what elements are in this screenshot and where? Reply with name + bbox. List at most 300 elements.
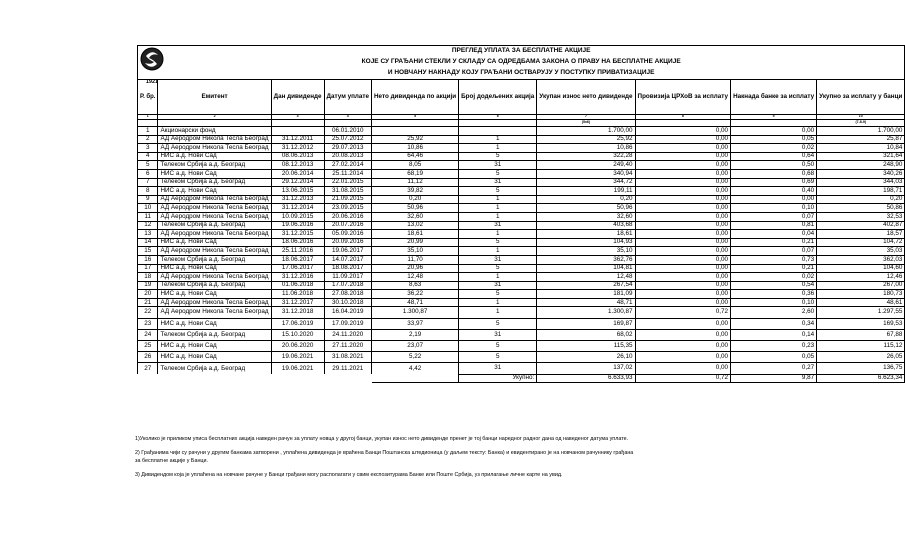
- row-number: 23: [138, 318, 158, 329]
- crhov-fee: 0,00: [635, 341, 731, 352]
- total-amount: 68,02: [537, 329, 635, 340]
- payout-amount: 12,46: [817, 273, 905, 282]
- net-dividend: 68,19: [372, 169, 459, 178]
- payout-amount: 267,00: [817, 281, 905, 290]
- net-dividend: 5,22: [372, 352, 459, 363]
- dividend-day: 08.06.2013: [271, 152, 324, 161]
- totals-row: [138, 374, 905, 383]
- net-dividend: 32,60: [372, 212, 459, 221]
- issuer-name: НИС а.д. Нови Сад: [158, 152, 271, 161]
- row-number: 20: [138, 290, 158, 299]
- payout-amount: 362,03: [817, 255, 905, 264]
- table-row: [138, 363, 905, 374]
- payment-date: 20.06.2016: [324, 212, 371, 221]
- net-dividend: 20,99: [372, 238, 459, 247]
- table-row: [138, 144, 905, 153]
- total-amount: 12,48: [537, 273, 635, 282]
- share-count: 31: [459, 221, 537, 230]
- table-row: [138, 264, 905, 273]
- header-cell: Датум уплате: [324, 80, 371, 115]
- table-row: [138, 341, 905, 352]
- bank-fee: 0,05: [731, 352, 817, 363]
- net-dividend: 12,48: [372, 273, 459, 282]
- total-amount: 115,35: [537, 341, 635, 352]
- dividend-day: 18.06.2017: [271, 255, 324, 264]
- bank-fee: 0,07: [731, 247, 817, 256]
- payment-date: 31.08.2015: [324, 187, 371, 196]
- crhov-fee: 0,00: [635, 195, 731, 204]
- net-dividend: 8,63: [372, 281, 459, 290]
- bank-fee: 0,36: [731, 290, 817, 299]
- row-number: 11: [138, 212, 158, 221]
- footnote: 3) Дивидендом која је уплаћена на новчане рачуне у Банци грађани могу располагати у свим експозитурама Банке или Поште Србија, уз прилагање личне карте на увид.: [135, 472, 563, 479]
- issuer-name: АД Аеродром Никола Тесла Београд: [158, 247, 271, 256]
- header-row: [138, 80, 905, 115]
- total-amount: 249,40: [537, 161, 635, 170]
- payment-date: 20.09.2016: [324, 238, 371, 247]
- table-row: [138, 204, 905, 213]
- row-number: 26: [138, 352, 158, 363]
- issuer-name: АД Аеродром Никола Тесла Београд: [158, 307, 271, 318]
- table-row: [138, 298, 905, 307]
- payment-date: 16.04.2019: [324, 307, 371, 318]
- payment-date: 25.07.2012: [324, 135, 371, 144]
- issuer-name: Телеком Србија а.д. Београд: [158, 178, 271, 187]
- column-number: 9: [731, 115, 817, 120]
- net-dividend: 23,07: [372, 341, 459, 352]
- crhov-fee: 0,00: [635, 161, 731, 170]
- payout-amount: 1.297,55: [817, 307, 905, 318]
- share-count: 31: [459, 255, 537, 264]
- net-dividend: [372, 127, 459, 136]
- payment-date: 29.07.2013: [324, 144, 371, 153]
- table-row: [138, 161, 905, 170]
- column-number: 2: [158, 115, 271, 120]
- crhov-fee: 0,00: [635, 247, 731, 256]
- payment-date: 20.08.2013: [324, 152, 371, 161]
- net-dividend: 20,96: [372, 264, 459, 273]
- payout-amount: 136,75: [817, 363, 905, 374]
- header-cell: Дан дивиденде: [271, 80, 324, 115]
- row-number: 1: [138, 127, 158, 136]
- footnotes: [135, 435, 640, 485]
- table-row: [138, 195, 905, 204]
- share-count: 5: [459, 152, 537, 161]
- payment-date: 27.11.2020: [324, 341, 371, 352]
- row-number: 8: [138, 187, 158, 196]
- column-number: 8: [635, 115, 731, 120]
- total-amount: 137,02: [537, 363, 635, 374]
- table-row: [138, 178, 905, 187]
- total-amount: 0,20: [537, 195, 635, 204]
- table-row: [138, 273, 905, 282]
- issuer-name: АД Аеродром Никола Тесла Београд: [158, 298, 271, 307]
- crhov-fee: 0,00: [635, 135, 731, 144]
- total-amount: 48,71: [537, 298, 635, 307]
- crhov-fee: 0,00: [635, 352, 731, 363]
- payout-amount: 104,72: [817, 238, 905, 247]
- row-number: 5: [138, 161, 158, 170]
- bank-fee: 0,07: [731, 212, 817, 221]
- payout-amount: 180,73: [817, 290, 905, 299]
- dividend-day: 19.06.2016: [271, 221, 324, 230]
- share-count: 5: [459, 169, 537, 178]
- net-dividend: 18,61: [372, 230, 459, 239]
- issuer-name: Телеком Србија а.д. Београд: [158, 161, 271, 170]
- bank-fee: 0,23: [731, 341, 817, 352]
- row-number: 18: [138, 273, 158, 282]
- payout-amount: 35,03: [817, 247, 905, 256]
- payment-date: 23.09.2015: [324, 204, 371, 213]
- bank-fee: 2,60: [731, 307, 817, 318]
- payout-amount: 104,60: [817, 264, 905, 273]
- dividend-day: 31.12.2017: [271, 298, 324, 307]
- payment-date: 29.11.2021: [324, 363, 371, 374]
- dividend-day: 19.06.2021: [271, 363, 324, 374]
- issuer-name: Телеком Србија а.д. Београд: [158, 221, 271, 230]
- table-row: [138, 169, 905, 178]
- share-count: 31: [459, 281, 537, 290]
- crhov-fee: 0,00: [635, 152, 731, 161]
- header-cell: Р. бр.: [138, 80, 158, 115]
- payout-amount: 198,71: [817, 187, 905, 196]
- row-number: 16: [138, 255, 158, 264]
- dividend-day: 25.11.2016: [271, 247, 324, 256]
- bank-fee: 0,54: [731, 281, 817, 290]
- issuer-name: АД Аеродром Никола Тесла Београд: [158, 212, 271, 221]
- dividend-report-table: [137, 45, 905, 383]
- payout-amount: 32,53: [817, 212, 905, 221]
- bank-fee: 0,21: [731, 238, 817, 247]
- bank-fee: 0,00: [731, 195, 817, 204]
- table-row: [138, 127, 905, 136]
- table-row: [138, 329, 905, 340]
- table-row: [138, 318, 905, 329]
- crhov-fee: 0,00: [635, 290, 731, 299]
- bank-fee: 0,10: [731, 298, 817, 307]
- logo-year: 1921: [145, 79, 159, 85]
- payment-date: 21.09.2015: [324, 195, 371, 204]
- payout-amount: 25,87: [817, 135, 905, 144]
- crhov-fee: 0,00: [635, 169, 731, 178]
- issuer-name: Телеком Србија а.д. Београд: [158, 255, 271, 264]
- net-dividend: 8,05: [372, 161, 459, 170]
- column-number: 5: [372, 115, 459, 120]
- dividend-day: 31.12.2015: [271, 230, 324, 239]
- unit-label: (7-8-9): [817, 120, 905, 127]
- total-amount: 181,09: [537, 290, 635, 299]
- row-number: 3: [138, 144, 158, 153]
- payout-amount: 340,26: [817, 169, 905, 178]
- totals-label: Укупно:: [459, 374, 537, 383]
- payout-amount: 402,87: [817, 221, 905, 230]
- crhov-fee: 0,00: [635, 204, 731, 213]
- dividend-day: 31.12.2011: [271, 135, 324, 144]
- net-dividend: 11,70: [372, 255, 459, 264]
- share-count: 1: [459, 230, 537, 239]
- payment-date: 31.08.2021: [324, 352, 371, 363]
- issuer-name: НИС а.д. Нови Сад: [158, 238, 271, 247]
- net-dividend: 4,42: [372, 363, 459, 374]
- crhov-fee: 0,00: [635, 238, 731, 247]
- payment-date: 27.02.2014: [324, 161, 371, 170]
- share-count: 1: [459, 247, 537, 256]
- crhov-fee: 0,00: [635, 127, 731, 136]
- total-amount: 267,54: [537, 281, 635, 290]
- row-number: 6: [138, 169, 158, 178]
- crhov-fee: 0,00: [635, 273, 731, 282]
- share-count: 5: [459, 290, 537, 299]
- bank-fee: 0,00: [731, 127, 817, 136]
- share-count: 31: [459, 329, 537, 340]
- bank-fee: 0,73: [731, 255, 817, 264]
- share-count: 5: [459, 264, 537, 273]
- payment-date: 17.09.2019: [324, 318, 371, 329]
- payout-amount: 1.700,00: [817, 127, 905, 136]
- crhov-fee: 0,00: [635, 281, 731, 290]
- payment-date: 14.07.2017: [324, 255, 371, 264]
- net-dividend: 35,10: [372, 247, 459, 256]
- share-count: 31: [459, 178, 537, 187]
- row-number: 7: [138, 178, 158, 187]
- row-number: 13: [138, 230, 158, 239]
- payment-date: 30.10.2018: [324, 298, 371, 307]
- row-number: 17: [138, 264, 158, 273]
- issuer-name: АД Аеродром Никола Тесла Београд: [158, 144, 271, 153]
- dividend-day: 31.12.2016: [271, 273, 324, 282]
- payout-amount: 50,86: [817, 204, 905, 213]
- dividend-day: 11.06.2018: [271, 290, 324, 299]
- dividend-day: 20.06.2014: [271, 169, 324, 178]
- row-number: 22: [138, 307, 158, 318]
- row-number: 24: [138, 329, 158, 340]
- column-number: 3: [271, 115, 324, 120]
- bank-fee: 0,27: [731, 363, 817, 374]
- dividend-day: 31.12.2013: [271, 195, 324, 204]
- payout-amount: 0,20: [817, 195, 905, 204]
- table-row: [138, 221, 905, 230]
- issuer-name: АД Аеродром Никола Тесла Београд: [158, 230, 271, 239]
- total-amount: 344,72: [537, 178, 635, 187]
- issuer-name: НИС а.д. Нови Сад: [158, 264, 271, 273]
- issuer-name: Телеком Србија а.д. Београд: [158, 329, 271, 340]
- table-row: [138, 281, 905, 290]
- dividend-day: 08.12.2013: [271, 161, 324, 170]
- payout-amount: 321,64: [817, 152, 905, 161]
- row-number: 21: [138, 298, 158, 307]
- dividend-day: 17.06.2019: [271, 318, 324, 329]
- net-dividend: 33,97: [372, 318, 459, 329]
- bank-fee: 0,04: [731, 230, 817, 239]
- crhov-fee: 0,00: [635, 264, 731, 273]
- dividend-day: 19.06.2021: [271, 352, 324, 363]
- table-row: [138, 247, 905, 256]
- total-amount: 10,86: [537, 144, 635, 153]
- share-count: 5: [459, 318, 537, 329]
- total-amount: 35,10: [537, 247, 635, 256]
- column-number: 7: [537, 115, 635, 120]
- payment-date: 11.09.2017: [324, 273, 371, 282]
- issuer-name: НИС а.д. Нови Сад: [158, 169, 271, 178]
- net-dividend: 0,20: [372, 195, 459, 204]
- bank-fee: 0,64: [731, 152, 817, 161]
- row-number: 9: [138, 195, 158, 204]
- payment-date: 24.11.2020: [324, 329, 371, 340]
- bank-fee: 0,50: [731, 161, 817, 170]
- issuer-name: НИС а.д. Нови Сад: [158, 341, 271, 352]
- payment-date: 20.07.2016: [324, 221, 371, 230]
- total-amount: 104,93: [537, 238, 635, 247]
- bank-fee: 0,21: [731, 264, 817, 273]
- crhov-fee: 0,00: [635, 318, 731, 329]
- table-row: [138, 152, 905, 161]
- crhov-fee: 0,00: [635, 187, 731, 196]
- issuer-name: НИС а.д. Нови Сад: [158, 318, 271, 329]
- column-number: 10: [817, 115, 905, 120]
- header-cell: Накнада банке за исплату: [731, 80, 817, 115]
- payout-amount: 48,61: [817, 298, 905, 307]
- payment-date: 27.08.2018: [324, 290, 371, 299]
- row-number: 14: [138, 238, 158, 247]
- net-dividend: 1.300,87: [372, 307, 459, 318]
- share-count: 31: [459, 363, 537, 374]
- row-number: 19: [138, 281, 158, 290]
- issuer-name: Акционарски фонд: [158, 127, 271, 136]
- net-dividend: 10,86: [372, 144, 459, 153]
- crhov-fee: 0,00: [635, 230, 731, 239]
- payout-amount: 344,03: [817, 178, 905, 187]
- crhov-fee: 0,00: [635, 298, 731, 307]
- table-row: [138, 212, 905, 221]
- dividend-day: 15.10.2020: [271, 329, 324, 340]
- issuer-name: АД Аеродром Никола Тесла Београд: [158, 273, 271, 282]
- totals-total: 6.633,93: [537, 374, 635, 383]
- crhov-fee: 0,00: [635, 212, 731, 221]
- share-count: 31: [459, 161, 537, 170]
- total-amount: 362,76: [537, 255, 635, 264]
- row-number: 25: [138, 341, 158, 352]
- unit-row: [138, 120, 905, 127]
- total-amount: 322,28: [537, 152, 635, 161]
- share-count: 1: [459, 135, 537, 144]
- total-amount: 199,11: [537, 187, 635, 196]
- net-dividend: 50,96: [372, 204, 459, 213]
- net-dividend: 2,19: [372, 329, 459, 340]
- crhov-fee: 0,00: [635, 255, 731, 264]
- dividend-day: 20.06.2020: [271, 341, 324, 352]
- dividend-day: 31.12.2018: [271, 307, 324, 318]
- bank-fee: 0,81: [731, 221, 817, 230]
- crhov-fee: 0,00: [635, 363, 731, 374]
- issuer-name: НИС а.д. Нови Сад: [158, 187, 271, 196]
- bank-fee: 0,02: [731, 273, 817, 282]
- header-cell: Провизија ЦРХоВ за исплату: [635, 80, 731, 115]
- issuer-name: АД Аеродром Никола Тесла Београд: [158, 204, 271, 213]
- bank-fee: 0,40: [731, 187, 817, 196]
- crhov-fee: 0,00: [635, 329, 731, 340]
- totals-payout: 6.623,34: [817, 374, 905, 383]
- total-amount: 340,94: [537, 169, 635, 178]
- payout-amount: 248,90: [817, 161, 905, 170]
- share-count: 5: [459, 187, 537, 196]
- share-count: 1: [459, 307, 537, 318]
- net-dividend: 36,22: [372, 290, 459, 299]
- row-number: 4: [138, 152, 158, 161]
- total-amount: 1.700,00: [537, 127, 635, 136]
- bank-fee: 0,68: [731, 169, 817, 178]
- share-count: 1: [459, 298, 537, 307]
- net-dividend: 39,82: [372, 187, 459, 196]
- table-row: [138, 135, 905, 144]
- net-dividend: 64,46: [372, 152, 459, 161]
- footnote: 1)Уколико је приликом уписа бесплатних акција наведен рачун за уплату новца у другој банци, укупан износ нето дивиденде пренет је тој банци наредног радног дана од наведеног датума уплате.: [135, 436, 629, 442]
- crhov-fee: 0,00: [635, 144, 731, 153]
- total-amount: 18,61: [537, 230, 635, 239]
- payment-date: 25.11.2014: [324, 169, 371, 178]
- table-row: [138, 230, 905, 239]
- header-cell: Емитент: [158, 80, 271, 115]
- total-amount: 25,92: [537, 135, 635, 144]
- title-line-1: ПРЕГЛЕД УПЛАТА ЗА БЕСПЛАТНЕ АКЦИЈЕ: [138, 46, 905, 58]
- unit-label: (5х6): [537, 120, 635, 127]
- header-cell: Нето дивиденда по акцији: [372, 80, 459, 115]
- bank-fee: 0,05: [731, 135, 817, 144]
- net-dividend: 13,02: [372, 221, 459, 230]
- row-number: 12: [138, 221, 158, 230]
- row-number: 2: [138, 135, 158, 144]
- payment-date: 06.01.2010: [324, 127, 371, 136]
- share-count: 1: [459, 144, 537, 153]
- net-dividend: 25,92: [372, 135, 459, 144]
- payout-amount: 18,57: [817, 230, 905, 239]
- table-row: [138, 307, 905, 318]
- share-count: 1: [459, 273, 537, 282]
- share-count: 1: [459, 195, 537, 204]
- total-amount: 1.300,87: [537, 307, 635, 318]
- bank-fee: 0,69: [731, 178, 817, 187]
- share-count: 5: [459, 352, 537, 363]
- table-row: [138, 255, 905, 264]
- issuer-name: НИС а.д. Нови Сад: [158, 352, 271, 363]
- payout-amount: 115,12: [817, 341, 905, 352]
- dividend-day: 31.12.2012: [271, 144, 324, 153]
- payout-amount: 169,53: [817, 318, 905, 329]
- totals-fee-crhov: 0,72: [635, 374, 731, 383]
- header-cell: Укупно за исплату у банци: [817, 80, 905, 115]
- payment-date: 19.06.2017: [324, 247, 371, 256]
- issuer-name: Телеком Србија а.д. Београд: [158, 281, 271, 290]
- issuer-name: АД Аеродром Никола Тесла Београд: [158, 195, 271, 204]
- payment-date: 17.07.2018: [324, 281, 371, 290]
- total-amount: 32,60: [537, 212, 635, 221]
- dividend-day: 31.12.2014: [271, 204, 324, 213]
- total-amount: 104,81: [537, 264, 635, 273]
- title-line-2: КОЈЕ СУ ГРАЂАНИ СТЕКЛИ У СКЛАДУ СА ОДРЕДБАМА ЗАКОНА О ПРАВУ НА БЕСПЛАТНЕ АКЦИЈЕ: [138, 57, 905, 68]
- column-number: 6: [459, 115, 537, 120]
- issuer-name: АД Аеродром Никола Тесла Београд: [158, 135, 271, 144]
- bank-fee: 0,34: [731, 318, 817, 329]
- issuer-name: Телеком Србија а.д. Београд: [158, 363, 271, 374]
- total-amount: 26,10: [537, 352, 635, 363]
- column-number: 1: [138, 115, 158, 120]
- crhov-fee: 0,72: [635, 307, 731, 318]
- header-cell: Број додељених акција: [459, 80, 537, 115]
- bank-fee: 0,10: [731, 204, 817, 213]
- title-line-3: И НОВЧАНУ НАКНАДУ КОЈУ ГРАЂАНИ ОСТВАРУЈУ У ПОСТУПКУ ПРИВАТИЗАЦИЈЕ: [138, 68, 905, 80]
- payout-amount: 10,84: [817, 144, 905, 153]
- payout-amount: 26,05: [817, 352, 905, 363]
- header-cell: Укупан износ нето дивиденде: [537, 80, 635, 115]
